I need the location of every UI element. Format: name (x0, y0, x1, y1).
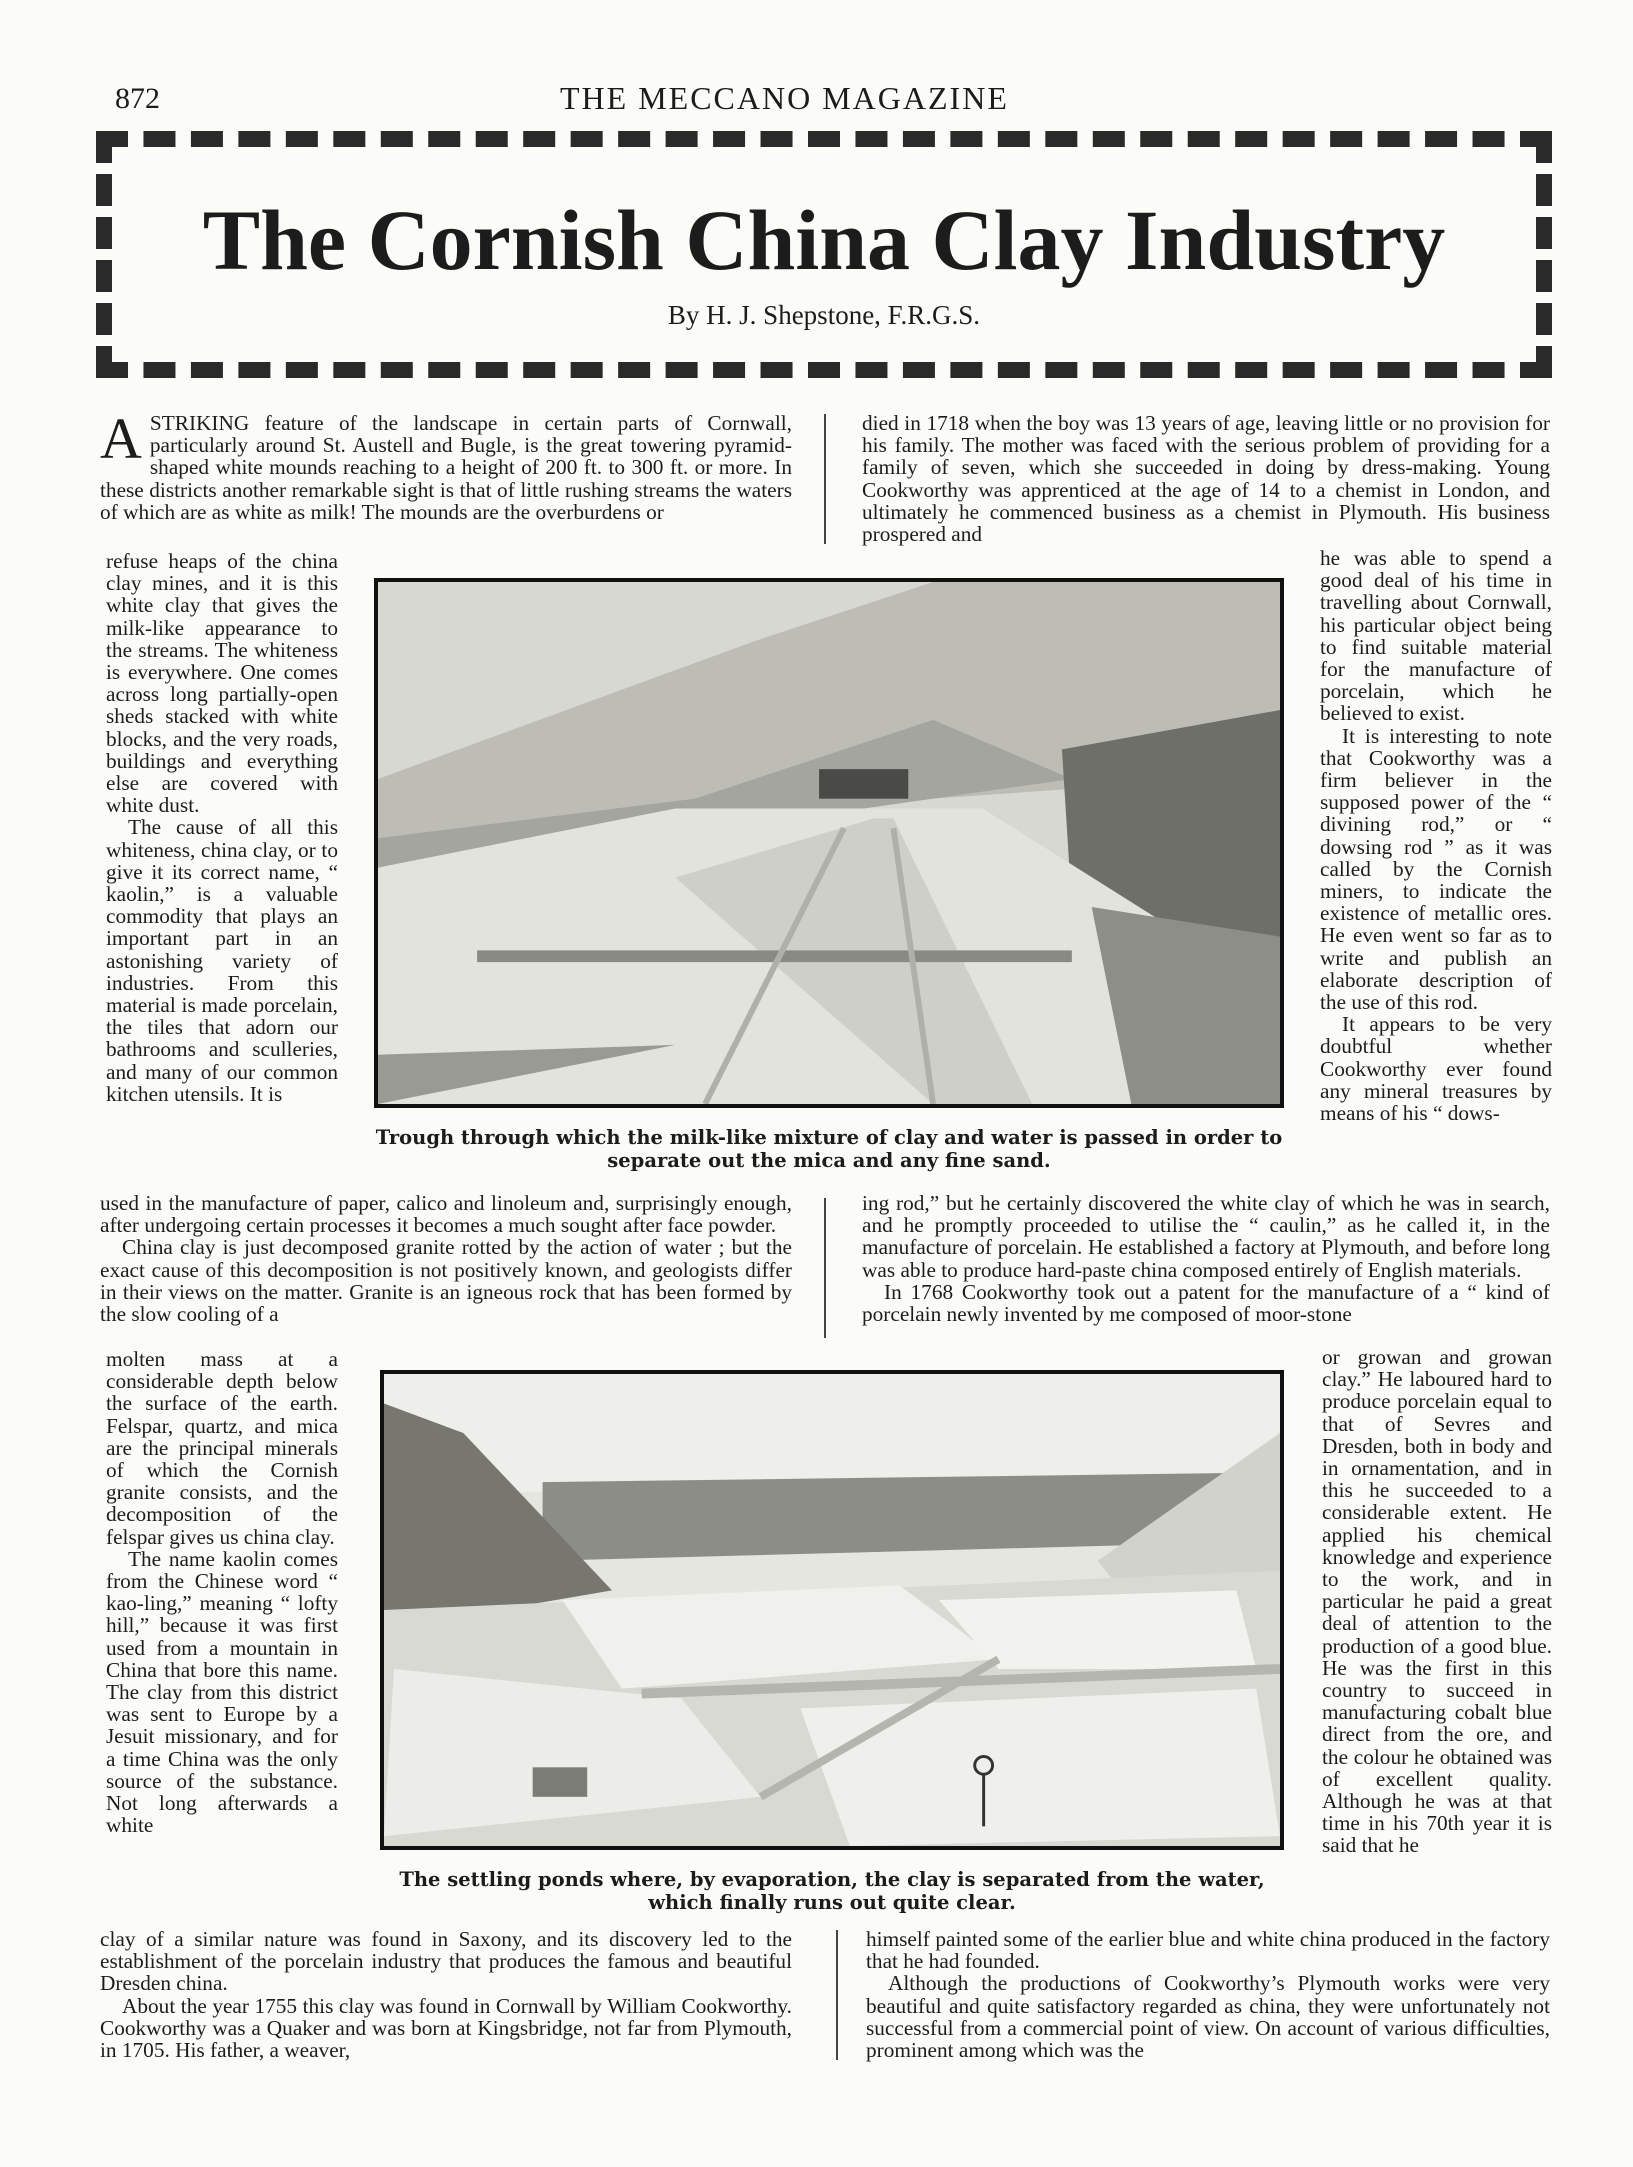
column-divider-middle (824, 1198, 826, 1338)
left-narrow-para-3: molten mass at a considerable depth below the surface of the earth. Felspar, quartz, and mica are the principal minerals of which the Cornish granite consists, and the decomposition of the felspar gives us china clay. (106, 1347, 338, 1549)
left-wide-para-1: used in the manufacture of paper, calico and linoleum and, surprisingly enough, after undergoing certain processes it becomes a much sought after face powder. (100, 1191, 792, 1238)
right-column-top (862, 412, 1550, 545)
trough-photo (374, 578, 1284, 1108)
right-narrow-para-1: he was able to spend a good deal of his time in travelling about Cornwall, his particular object being to find suitable material for the manufacture of porcelain, which he believed to exist. (1320, 546, 1552, 726)
right-bottom-column (866, 1928, 1550, 2061)
left-bottom-para-2: About the year 1755 this clay was found in Cornwall by William Cookworthy. Cookworthy was a Quaker and was born at Kingsbridge, not far from Plymouth, in 1705. His father, a weaver, (100, 1993, 792, 2063)
right-narrow-column-2 (1322, 1346, 1552, 1857)
left-narrow-column-2 (106, 1348, 338, 1836)
right-narrow-para-3: It appears to be very doubtful whether Cookworthy ever found any mineral treasures by means of his “ dows- (1320, 1012, 1552, 1126)
cookworthy-early-life: died in 1718 when the boy was 13 years of age, leaving little or no provision for his family. The mother was faced with the serious problem of providing for a family of seven, which she succeeded in doing by dress-making. Young Cookworthy was apprenticed at the age of 14 to a chemist in London, and ultimately he commenced business as a chemist in Plymouth. His business prospered and (862, 411, 1550, 547)
left-bottom-para-1: clay of a similar nature was found in Saxony, and its discovery led to the establishment of the porcelain industry that produces the famous and beautiful Dresden china. (100, 1927, 792, 1996)
right-wide-para-1: ing rod,” but he certainly discovered the white clay of which he was in search, and he promptly proceeded to utilise the “ caulin,” as he called it, in the manufacture of porcelain. He established a factory at Plymouth, and before long was able to produce hard-paste china composed entirely of English materials. (862, 1191, 1550, 1282)
right-bottom-para-2: Although the productions of Cookworthy’s Plymouth works were very beautiful and quite satisfactory regarded as china, they were unfortunately not successful from a commercial point of view. On account of various difficulties, prominent among which was the (866, 1971, 1550, 2063)
settling-ponds-caption: The settling ponds where, by evaporation, the clay is separated from the water, which finally runs out quite clear. (399, 1868, 1265, 1914)
column-divider-bottom (836, 1930, 838, 2060)
intro-text: STRIKING feature of the landscape in certain parts of Cornwall, particularly around St. Austell and Bugle, is the great towering pyramid-shaped white mounds reaching to a height of 200 ft. to 300 ft. or more. In these districts another remarkable sight is that of little rushing streams the waters of which are as white as milk! The mounds are the overburdens or (100, 411, 792, 524)
left-wide-middle (100, 1192, 792, 1325)
running-title: THE MECCANO MAGAZINE (560, 80, 1009, 116)
left-narrow-para-1: refuse heaps of the china clay mines, and it is this white clay that gives the milk-like appearance to the streams. The whiteness is everywhere. One comes across long partially-open sheds stacked with white blocks, and the very roads, buildings and everything else are covered with white dust. (106, 549, 338, 818)
right-wide-para-2: In 1768 Cookworthy took out a patent for the manufacture of a “ kind of porcelain newly invented by me composed of moor-stone (862, 1279, 1550, 1327)
settling-ponds-photo (380, 1370, 1284, 1850)
right-narrow-para-4: or growan and growan clay.” He laboured hard to produce porcelain equal to that of Sevres and Dresden, both in body and in ornamentation, and in this he succeeded to a considerable extent. He applied his chemical knowledge and experience to the work, and in particular he paid a great deal of attention to the production of a good blue. He was the first in this country to succeed in manufacturing cobalt blue direct from the ore, and the colour he obtained was of excellent quality. Although he was at that time in his 70th year it is said that he (1322, 1345, 1552, 1858)
right-narrow-para-2: It is interesting to note that Cookworthy was a firm believer in the supposed power of the “ divining rod,” or “ dowsing rod ” as it was called by the Cornish miners, to indicate the existence of metallic ores. He even went so far as to write and publish an elaborate description of the use of this rod. (1320, 723, 1552, 1015)
article-byline: By H. J. Shepstone, F.R.G.S. (667, 300, 981, 330)
left-narrow-column-1 (106, 550, 338, 1105)
column-divider-top (824, 414, 826, 544)
intro-paragraph (100, 406, 792, 524)
article-title: The Cornish China Clay Industry (202, 192, 1446, 288)
left-bottom-column (100, 1928, 792, 2061)
right-wide-middle (862, 1192, 1550, 1325)
left-wide-para-2: China clay is just decomposed granite rotted by the action of water ; but the exact cause of this decomposition is not positively known, and geologists differ in their views on the matter. Granite is an igneous rock that has been formed by the slow cooling of a (100, 1235, 792, 1327)
drop-cap: A (100, 406, 142, 471)
right-narrow-column-1 (1320, 547, 1552, 1124)
right-bottom-para-1: himself painted some of the earlier blue and white china produced in the factory that he had founded. (866, 1927, 1550, 1974)
trough-photo-caption: Trough through which the milk-like mixture of clay and water is passed in order to separate out the mica and any fine sand. (375, 1126, 1283, 1172)
page-number: 872 (115, 82, 160, 115)
left-narrow-para-4: The name kaolin comes from the Chinese word “ kao-ling,” meaning “ lofty hill,” because it was first used from a mountain in China that bore this name. The clay from this district was sent to Europe by a Jesuit missionary, and for a time China was the only source of the substance. Not long afterwards a white (106, 1546, 338, 1838)
left-narrow-para-2: The cause of all this whiteness, china clay, or to give it its correct name, “ kaolin,” is a valuable commodity that plays an important part in an astonishing variety of industries. From this material is made porcelain, the tiles that adorn our bathrooms and sculleries, and many of our common kitchen utensils. It is (106, 815, 338, 1106)
